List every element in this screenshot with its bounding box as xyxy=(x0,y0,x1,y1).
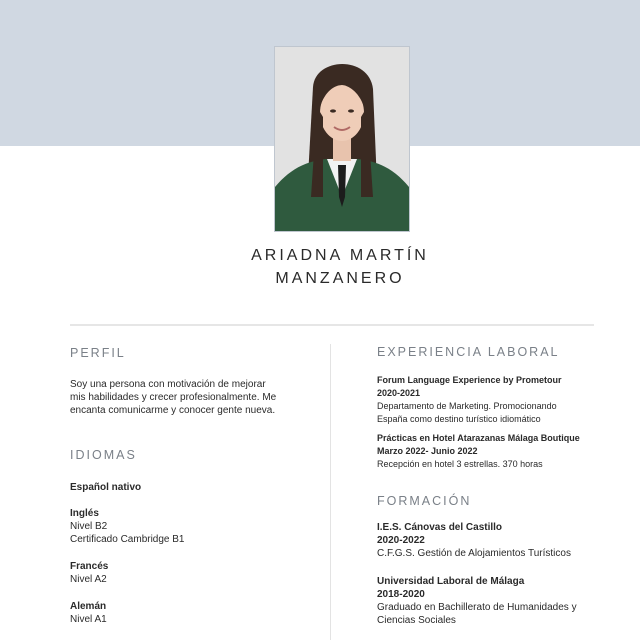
candidate-name xyxy=(0,244,640,290)
language-name: Francés xyxy=(70,561,109,572)
experience-company: Prácticas en Hotel Atarazanas Málaga Boutique xyxy=(377,433,580,443)
section-title-idiomas: IDIOMAS xyxy=(70,448,137,462)
language-item xyxy=(70,560,108,586)
portrait-photo-icon xyxy=(275,47,409,231)
language-native: Español nativo xyxy=(70,482,142,493)
experience-desc: Recepción en hotel 3 estrellas. 370 horas xyxy=(377,459,543,469)
experience-dates: 2020-2021 xyxy=(377,388,421,398)
portrait-photo xyxy=(274,46,410,232)
perfil-text xyxy=(70,378,276,417)
education-desc: Graduado en Bachillerato de Humanidades y xyxy=(377,602,577,613)
experience-item xyxy=(377,432,580,471)
divider-horizontal xyxy=(70,324,594,326)
language-name: Inglés xyxy=(70,508,99,519)
section-title-formacion: FORMACIÓN xyxy=(377,494,472,508)
name-line-2: MANZANERO xyxy=(275,270,405,287)
experience-item xyxy=(377,374,562,426)
education-item xyxy=(377,575,577,627)
experience-desc: Departamento de Marketing. Promocionando xyxy=(377,401,557,411)
experience-dates: Marzo 2022- Junio 2022 xyxy=(377,446,478,456)
perfil-line: mis habilidades y crecer profesionalmente. Me xyxy=(70,392,277,403)
perfil-line: encanta comunicarme y conocer gente nueva. xyxy=(70,405,276,416)
education-school: Universidad Laboral de Málaga xyxy=(377,576,525,587)
education-desc: C.F.G.S. Gestión de Alojamientos Turísticos xyxy=(377,548,571,559)
education-desc: Ciencias Sociales xyxy=(377,615,456,626)
language-name: Alemán xyxy=(70,601,107,612)
language-detail: Nivel A2 xyxy=(70,574,107,585)
experience-company: Forum Language Experience by Prometour xyxy=(377,375,562,385)
name-line-1: ARIADNA MARTÍN xyxy=(251,247,429,264)
education-item xyxy=(377,521,571,560)
experience-desc: España como destino turístico idiomático xyxy=(377,414,541,424)
education-dates: 2018-2020 xyxy=(377,589,425,600)
section-title-perfil: PERFIL xyxy=(70,346,126,360)
language-detail: Nivel A1 xyxy=(70,614,107,625)
perfil-line: Soy una persona con motivación de mejorar xyxy=(70,379,266,390)
divider-vertical xyxy=(330,344,331,640)
section-title-experiencia: EXPERIENCIA LABORAL xyxy=(377,345,560,359)
language-detail: Nivel B2 xyxy=(70,521,108,532)
education-dates: 2020-2022 xyxy=(377,535,425,546)
language-item xyxy=(70,600,107,626)
language-item xyxy=(70,507,185,546)
language-detail: Certificado Cambridge B1 xyxy=(70,534,185,545)
education-school: I.E.S. Cánovas del Castillo xyxy=(377,522,503,533)
